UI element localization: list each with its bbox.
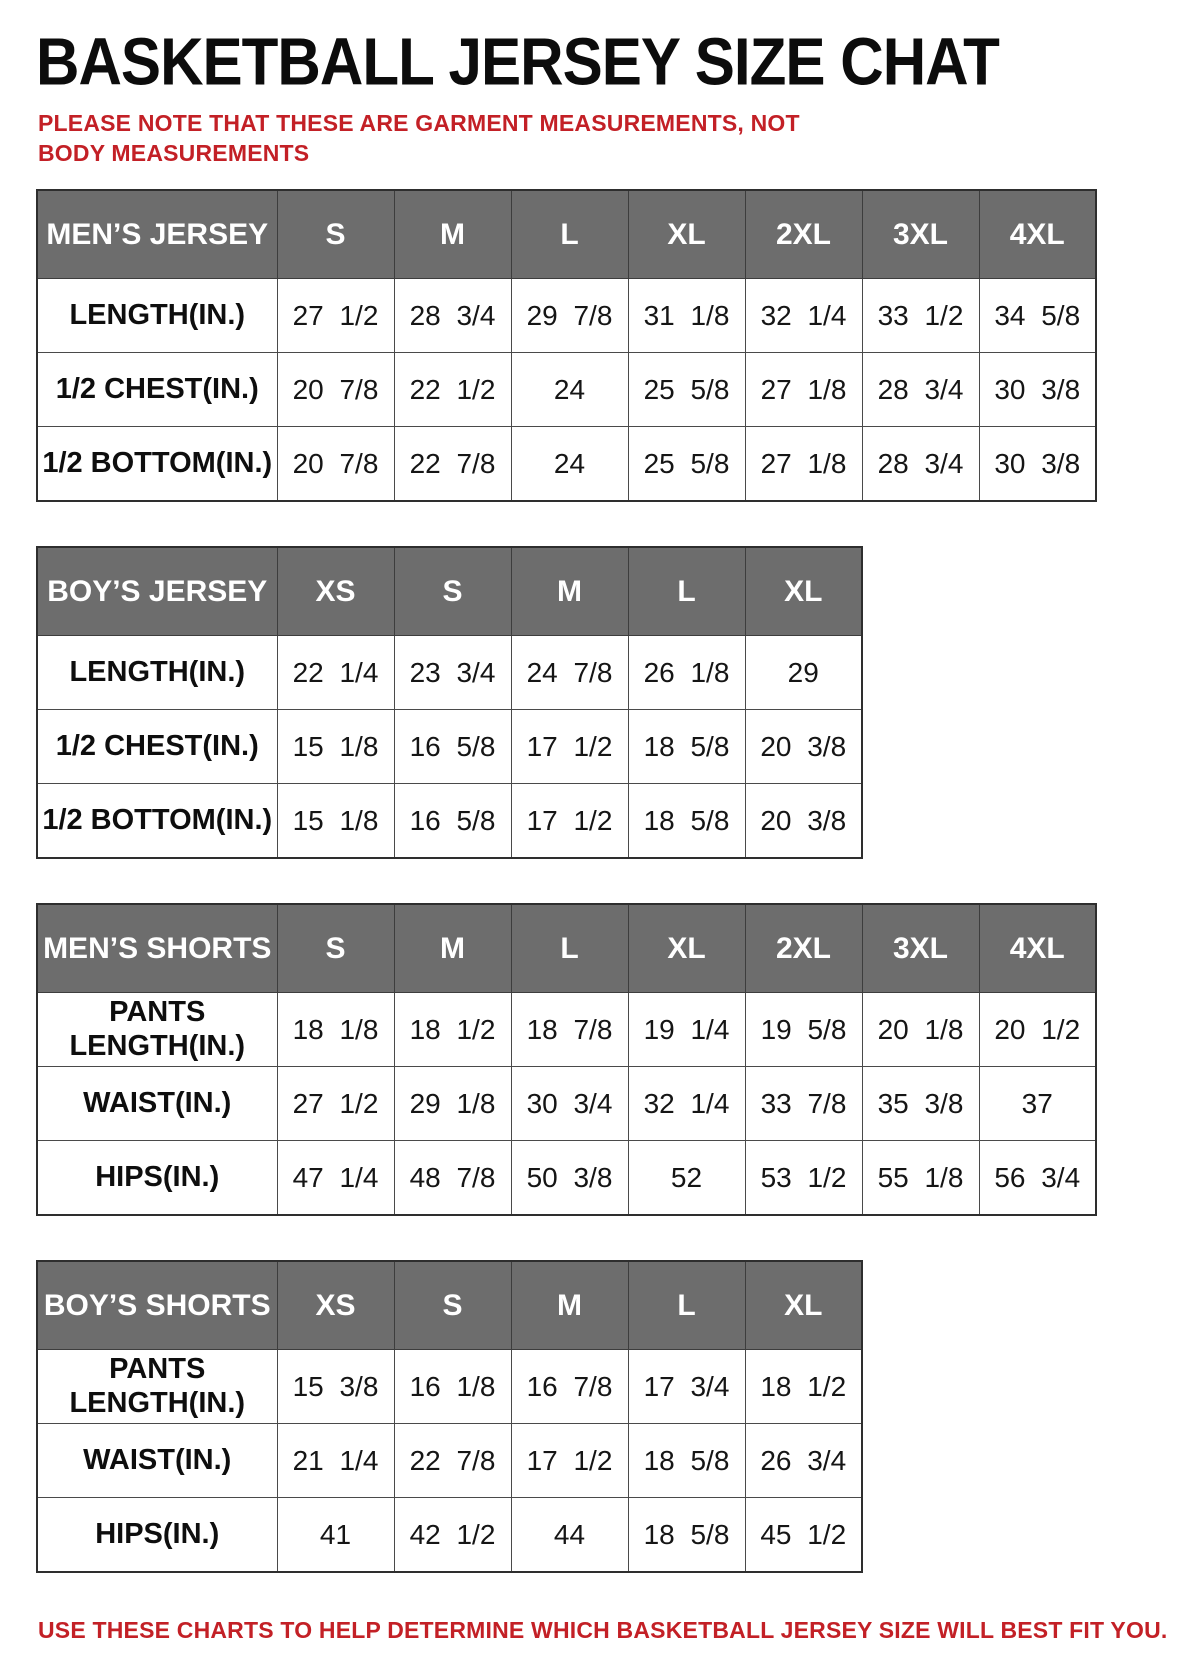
measurement-value-cell: 41	[277, 1498, 394, 1572]
measurement-value-cell: 27 1/8	[745, 427, 862, 501]
mens-shorts-row	[37, 1141, 1096, 1215]
measurement-value-cell: 28 3/4	[862, 353, 979, 427]
measurement-value-cell: 18 1/2	[394, 993, 511, 1067]
footer-text: USE THESE CHARTS TO HELP DETERMINE WHICH BASKETBALL JERSEY SIZE WILL BEST FIT YOU.	[38, 1616, 1168, 1643]
mens-shorts-size-header-cell: 2XL	[745, 904, 862, 993]
measurement-value-cell: 15 1/8	[277, 784, 394, 858]
measurement-value-cell: 15 1/8	[277, 710, 394, 784]
mens-shorts-header-row	[37, 904, 1096, 993]
mens-jersey-size-header-cell: 4XL	[979, 190, 1096, 279]
mens-shorts-size-header-cell: XL	[628, 904, 745, 993]
boys-shorts-header-row	[37, 1261, 862, 1350]
boys-shorts-title-cell: BOY’S SHORTS	[37, 1261, 277, 1350]
measurement-value-cell: 34 5/8	[979, 279, 1096, 353]
mens-jersey-grid	[36, 189, 1097, 502]
measurement-value-cell: 27 1/8	[745, 353, 862, 427]
mens-shorts-table	[36, 903, 1170, 1216]
measurement-value-cell: 23 3/4	[394, 636, 511, 710]
measurement-value-cell: 53 1/2	[745, 1141, 862, 1215]
measurement-value-cell: 33 1/2	[862, 279, 979, 353]
boys-shorts-table	[36, 1260, 1170, 1573]
mens-shorts-row	[37, 1067, 1096, 1141]
mens-jersey-size-header-cell: L	[511, 190, 628, 279]
mens-shorts-size-header-cell: 3XL	[862, 904, 979, 993]
measurement-value-cell: 20 1/8	[862, 993, 979, 1067]
row-label: WAIST(IN.)	[37, 1424, 277, 1498]
measurement-value-cell: 27 1/2	[277, 279, 394, 353]
boys-jersey-header-row	[37, 547, 862, 636]
page-title: BASKETBALL JERSEY SIZE CHAT	[36, 25, 999, 100]
mens-jersey-size-header-cell: XL	[628, 190, 745, 279]
mens-jersey-size-header-cell: S	[277, 190, 394, 279]
measurement-value-cell: 24	[511, 427, 628, 501]
boys-shorts-size-header-cell: XS	[277, 1261, 394, 1350]
measurement-value-cell: 30 3/8	[979, 427, 1096, 501]
measurement-value-cell: 22 1/2	[394, 353, 511, 427]
boys-jersey-size-header-cell: L	[628, 547, 745, 636]
mens-jersey-row	[37, 353, 1096, 427]
measurement-value-cell: 17 1/2	[511, 1424, 628, 1498]
boys-jersey-row	[37, 784, 862, 858]
measurement-value-cell: 17 1/2	[511, 710, 628, 784]
mens-jersey-size-header-cell: M	[394, 190, 511, 279]
measurement-value-cell: 16 5/8	[394, 710, 511, 784]
measurement-value-cell: 19 5/8	[745, 993, 862, 1067]
row-label: LENGTH(IN.)	[37, 636, 277, 710]
measurement-value-cell: 28 3/4	[862, 427, 979, 501]
measurement-value-cell: 28 3/4	[394, 279, 511, 353]
measurement-value-cell: 16 1/8	[394, 1350, 511, 1424]
measurement-value-cell: 27 1/2	[277, 1067, 394, 1141]
mens-shorts-size-header-cell: M	[394, 904, 511, 993]
measurement-value-cell: 33 7/8	[745, 1067, 862, 1141]
boys-jersey-row	[37, 636, 862, 710]
measurement-value-cell: 29 7/8	[511, 279, 628, 353]
measurement-value-cell: 22 7/8	[394, 1424, 511, 1498]
measurement-value-cell: 17 1/2	[511, 784, 628, 858]
boys-shorts-size-header-cell: M	[511, 1261, 628, 1350]
measurement-value-cell: 20 1/2	[979, 993, 1096, 1067]
measurement-value-cell: 35 3/8	[862, 1067, 979, 1141]
measurement-value-cell: 37	[979, 1067, 1096, 1141]
boys-shorts-size-header-cell: S	[394, 1261, 511, 1350]
boys-jersey-size-header-cell: XL	[745, 547, 862, 636]
measurement-value-cell: 47 1/4	[277, 1141, 394, 1215]
boys-shorts-size-header-cell: L	[628, 1261, 745, 1350]
mens-jersey-size-header-cell: 3XL	[862, 190, 979, 279]
measurement-value-cell: 55 1/8	[862, 1141, 979, 1215]
measurement-value-cell: 16 7/8	[511, 1350, 628, 1424]
measurement-value-cell: 20 3/8	[745, 784, 862, 858]
measurement-value-cell: 25 5/8	[628, 353, 745, 427]
measurement-value-cell: 29	[745, 636, 862, 710]
mens-jersey-title-cell: MEN’S JERSEY	[37, 190, 277, 279]
measurement-value-cell: 18 7/8	[511, 993, 628, 1067]
measurement-value-cell: 25 5/8	[628, 427, 745, 501]
row-label: PANTS LENGTH(IN.)	[37, 993, 277, 1067]
measurement-value-cell: 48 7/8	[394, 1141, 511, 1215]
measurement-value-cell: 31 1/8	[628, 279, 745, 353]
boys-shorts-row	[37, 1498, 862, 1572]
mens-shorts-title-cell: MEN’S SHORTS	[37, 904, 277, 993]
measurement-value-cell: 20 7/8	[277, 427, 394, 501]
boys-jersey-size-header-cell: S	[394, 547, 511, 636]
measurement-value-cell: 26 3/4	[745, 1424, 862, 1498]
row-label: PANTS LENGTH(IN.)	[37, 1350, 277, 1424]
measurement-value-cell: 20 3/8	[745, 710, 862, 784]
measurement-value-cell: 15 3/8	[277, 1350, 394, 1424]
measurement-value-cell: 16 5/8	[394, 784, 511, 858]
measurement-value-cell: 32 1/4	[745, 279, 862, 353]
measurement-value-cell: 22 7/8	[394, 427, 511, 501]
boys-jersey-title-cell: BOY’S JERSEY	[37, 547, 277, 636]
row-label: 1/2 BOTTOM(IN.)	[37, 784, 277, 858]
measurement-value-cell: 18 5/8	[628, 1498, 745, 1572]
measurement-value-cell: 45 1/2	[745, 1498, 862, 1572]
boys-shorts-row	[37, 1424, 862, 1498]
row-label: HIPS(IN.)	[37, 1141, 277, 1215]
mens-jersey-header-row	[37, 190, 1096, 279]
mens-shorts-row	[37, 993, 1096, 1067]
row-label: 1/2 CHEST(IN.)	[37, 710, 277, 784]
measurement-value-cell: 30 3/8	[979, 353, 1096, 427]
measurement-value-cell: 30 3/4	[511, 1067, 628, 1141]
measurement-value-cell: 18 5/8	[628, 1424, 745, 1498]
mens-jersey-row	[37, 427, 1096, 501]
measurement-value-cell: 26 1/8	[628, 636, 745, 710]
row-label: WAIST(IN.)	[37, 1067, 277, 1141]
measurement-value-cell: 21 1/4	[277, 1424, 394, 1498]
boys-shorts-row	[37, 1350, 862, 1424]
measurement-value-cell: 56 3/4	[979, 1141, 1096, 1215]
measurement-value-cell: 50 3/8	[511, 1141, 628, 1215]
boys-jersey-size-header-cell: XS	[277, 547, 394, 636]
boys-shorts-size-header-cell: XL	[745, 1261, 862, 1350]
measurement-value-cell: 22 1/4	[277, 636, 394, 710]
measurement-value-cell: 19 1/4	[628, 993, 745, 1067]
measurement-value-cell: 24 7/8	[511, 636, 628, 710]
measurement-value-cell: 32 1/4	[628, 1067, 745, 1141]
measurement-value-cell: 24	[511, 353, 628, 427]
measurement-value-cell: 44	[511, 1498, 628, 1572]
mens-jersey-row	[37, 279, 1096, 353]
row-label: HIPS(IN.)	[37, 1498, 277, 1572]
boys-jersey-grid	[36, 546, 863, 859]
measurement-value-cell: 18 5/8	[628, 710, 745, 784]
mens-shorts-size-header-cell: S	[277, 904, 394, 993]
row-label: 1/2 BOTTOM(IN.)	[37, 427, 277, 501]
mens-shorts-size-header-cell: 4XL	[979, 904, 1096, 993]
mens-shorts-size-header-cell: L	[511, 904, 628, 993]
boys-jersey-table	[36, 546, 1170, 859]
row-label: 1/2 CHEST(IN.)	[37, 353, 277, 427]
mens-jersey-size-header-cell: 2XL	[745, 190, 862, 279]
row-label: LENGTH(IN.)	[37, 279, 277, 353]
boys-jersey-row	[37, 710, 862, 784]
measurement-value-cell: 18 1/8	[277, 993, 394, 1067]
measurement-value-cell: 42 1/2	[394, 1498, 511, 1572]
mens-jersey-table	[36, 189, 1170, 502]
measurement-value-cell: 18 5/8	[628, 784, 745, 858]
measurement-value-cell: 17 3/4	[628, 1350, 745, 1424]
mens-shorts-grid	[36, 903, 1097, 1216]
measurement-value-cell: 29 1/8	[394, 1067, 511, 1141]
measurement-value-cell: 20 7/8	[277, 353, 394, 427]
garment-measurement-note: PLEASE NOTE THAT THESE ARE GARMENT MEASUREMENTS, NOT BODY MEASUREMENTS	[38, 110, 800, 166]
measurement-value-cell: 18 1/2	[745, 1350, 862, 1424]
boys-jersey-size-header-cell: M	[511, 547, 628, 636]
measurement-value-cell: 52	[628, 1141, 745, 1215]
boys-shorts-grid	[36, 1260, 863, 1573]
